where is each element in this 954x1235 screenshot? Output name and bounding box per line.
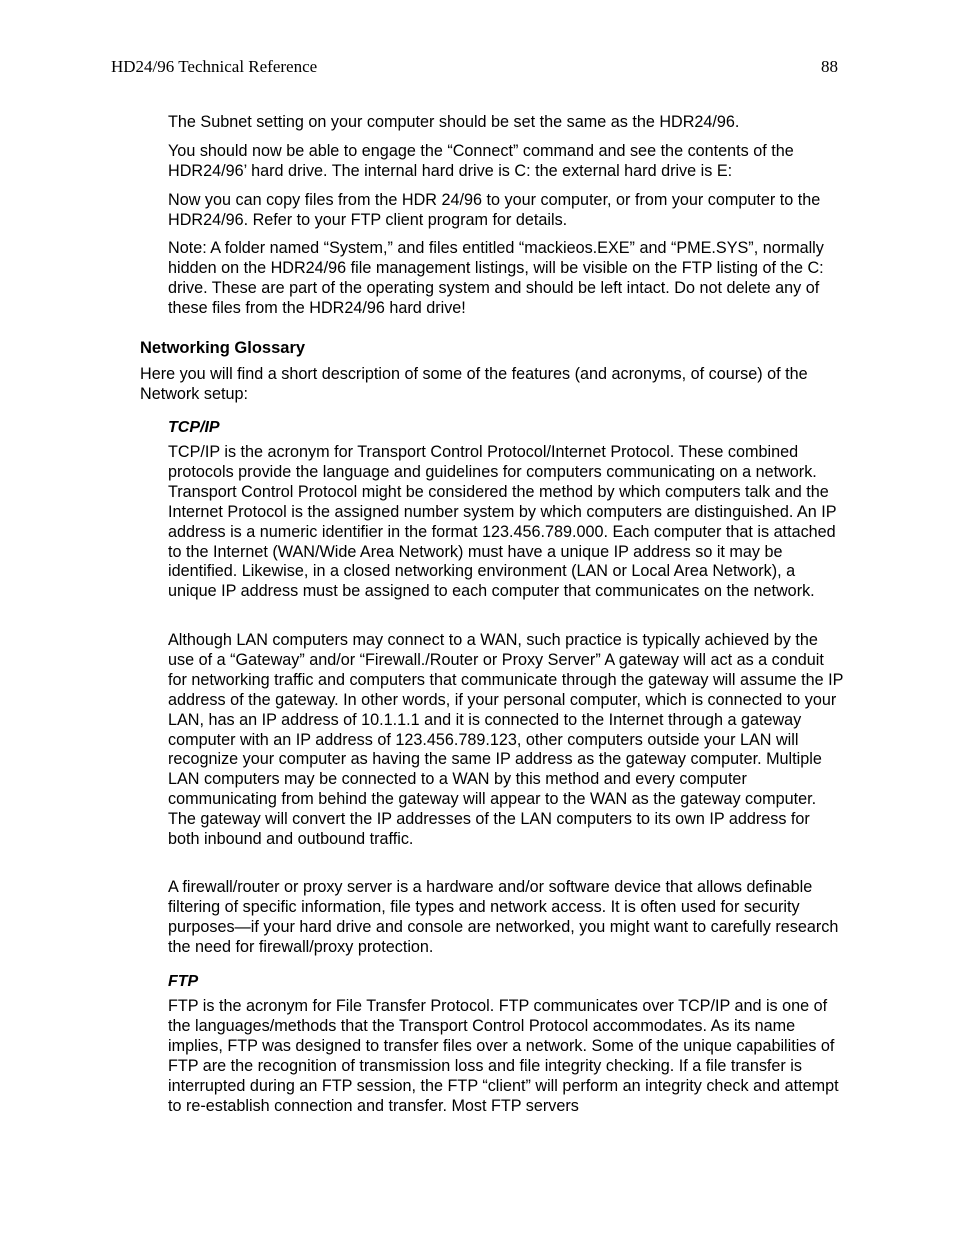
page-number: 88 — [821, 57, 838, 76]
document-title: HD24/96 Technical Reference — [111, 57, 318, 76]
paragraph-tcpip-firewall: A firewall/router or proxy server is a hardware and/or software device that allows definable filtering of specific information, file types and network access. It is often used for security purposes—if your hard drive and console are networked, you might want to carefully research the need for firewall/proxy protection. — [168, 878, 839, 956]
paragraph-tcpip-gateway: Although LAN computers may connect to a WAN, such practice is typically achieved by the use of a “Gateway” and/or “Firewall./Router or Proxy Server” A gateway will act as a conduit for networking traffic and computers that communicate through the gateway will assume the IP address of the gateway. In other words, if your personal computer, which is connected to your LAN, has an IP address of 10.1.1.1 and it is connected to the Internet through a gateway computer with an IP address of 123.456.789.123, other computers outside your LAN will recognize your computer as having the same IP address as the gateway computer. Multiple LAN computers may be connected to a WAN by this method and every computer communicating from behind the gateway will appear to the WAN as the gateway computer. The gateway will convert the IP addresses of the LAN computers to its own IP address for both inbound and outbound traffic. — [168, 631, 844, 849]
page-header — [111, 57, 838, 77]
paragraph-copy-files: Now you can copy files from the HDR 24/96 to your computer, or from your computer to the HDR24/96. Refer to your FTP client program for details. — [168, 191, 821, 229]
paragraph-connect: You should now be able to engage the “Connect” command and see the contents of the HDR24/96’ hard drive. The internal hard drive is C: the external hard drive is E: — [168, 142, 794, 180]
paragraph-ftp-definition: FTP is the acronym for File Transfer Protocol. FTP communicates over TCP/IP and is one of the languages/methods that the Transport Control Protocol accommodates. As its name implies, FTP was designed to transfer files over a network. Some of the unique capabilities of FTP are the recognition of transmission loss and file integrity checking. If a file transfer is interrupted during an FTP session, the FTP “client” will perform an integrity check and attempt to re-establish connection and transfer. Most FTP servers — [168, 997, 839, 1115]
paragraph-tcpip-definition: TCP/IP is the acronym for Transport Control Protocol/Internet Protocol. These combined protocols provide the language and guidelines for computers communicating on a network. Transport Control Protocol might be considered the method by which computers talk and the Internet Protocol is the assigned number system by which computers are distinguished. An IP address is a numeric identifier in the format 123.456.789.000. Each computer that is attached to the Internet (WAN/Wide Area Network) must have a unique IP address so it may be identified. Likewise, in a closed networking environment (LAN or Local Area Network), a unique IP address must be assigned to each computer that communicates on the network. — [168, 443, 837, 601]
paragraph-glossary-intro: Here you will find a short description of some of the features (and acronyms, of course) of the Network setup: — [140, 365, 808, 403]
paragraph-system-note: Note: A folder named “System,” and files entitled “mackieos.EXE” and “PME.SYS”, normally hidden on the HDR24/96 file management listings, will be visible on the FTP listing of the C: drive. These are part of the operating system and should be left intact. Do not delete any of these files from the HDR24/96 hard drive! — [168, 239, 824, 317]
section-heading-networking-glossary: Networking Glossary — [140, 339, 306, 357]
paragraph-subnet: The Subnet setting on your computer should be set the same as the HDR24/96. — [168, 113, 740, 131]
subheading-ftp: FTP — [168, 973, 199, 990]
subheading-tcpip: TCP/IP — [168, 419, 220, 436]
